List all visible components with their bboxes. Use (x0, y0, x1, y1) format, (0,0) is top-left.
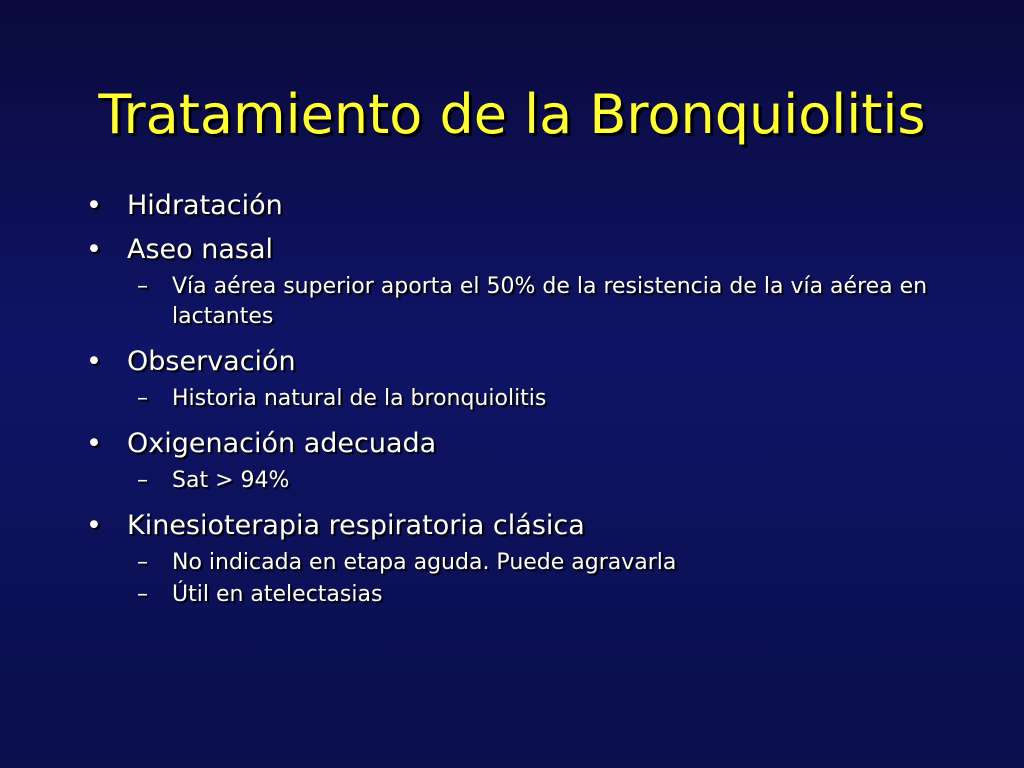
sub-item-via-aerea (82, 272, 942, 332)
sub-label: Útil en atelectasias (172, 582, 383, 607)
bullet-marker: • (86, 346, 102, 377)
bullet-list (82, 188, 942, 622)
bullet-marker: • (86, 510, 102, 541)
bullet-marker: • (86, 234, 102, 265)
sub-marker: – (137, 582, 148, 607)
sub-label: Sat > 94% (172, 468, 290, 493)
slide-title: Tratamiento de la Bronquiolitis (98, 83, 926, 146)
bullet-marker: • (86, 190, 102, 221)
bullet-item-kinesioterapia (82, 508, 942, 544)
bullet-label: Observación (127, 346, 296, 377)
sub-marker: – (137, 550, 148, 575)
bullet-label: Kinesioterapia respiratoria clásica (127, 510, 585, 541)
sub-marker: – (137, 386, 148, 411)
sub-item-util-atelectasias (82, 580, 942, 610)
sub-marker: – (137, 468, 148, 493)
bullet-label: Aseo nasal (127, 234, 274, 265)
sub-item-saturacion (82, 466, 942, 496)
sub-label: Vía aérea superior aporta el 50% de la resistencia de la vía aérea en lactantes (172, 274, 928, 329)
sub-item-historia-natural (82, 384, 942, 414)
bullet-item-observacion (82, 344, 942, 380)
sub-label: Historia natural de la bronquiolitis (172, 386, 547, 411)
sub-item-no-indicada (82, 548, 942, 578)
bullet-marker: • (86, 428, 102, 459)
sub-label: No indicada en etapa aguda. Puede agravarla (172, 550, 677, 575)
bullet-label: Hidratación (127, 190, 283, 221)
bullet-label: Oxigenación adecuada (127, 428, 437, 459)
bullet-item-hidratacion (82, 188, 942, 224)
bullet-item-oxigenacion (82, 426, 942, 462)
sub-marker: – (137, 274, 148, 299)
bullet-item-aseo-nasal (82, 232, 942, 268)
